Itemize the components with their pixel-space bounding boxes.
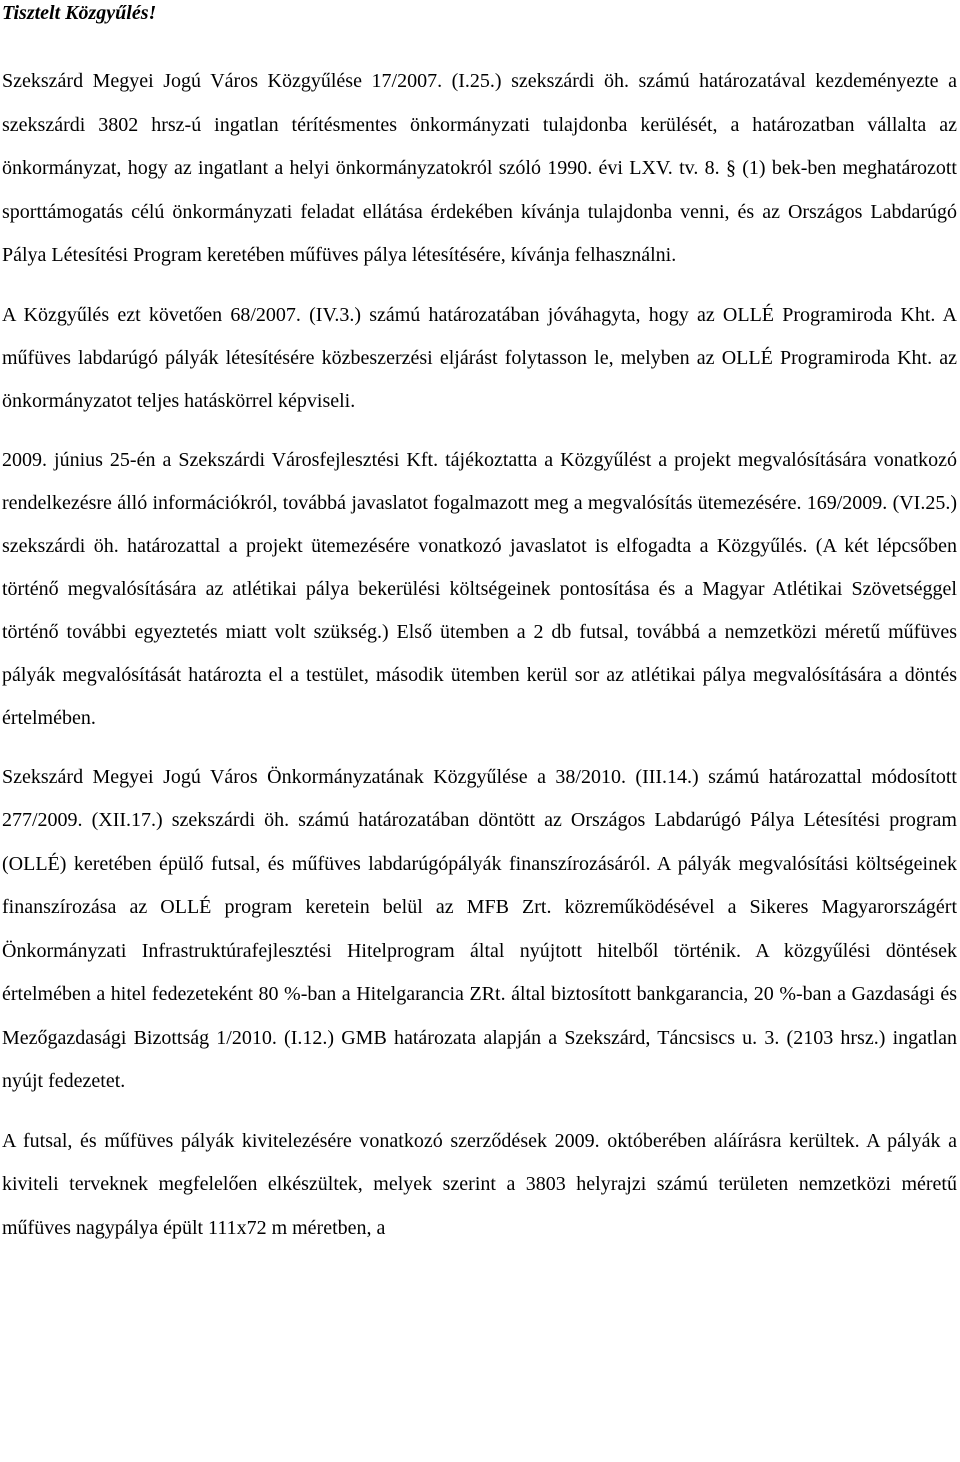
- paragraph-2: A Közgyűlés ezt követően 68/2007. (IV.3.) számú határozatában jóváhagyta, hogy az OLLÉ Programiroda Kht. A műfüves labdarúgó pályák létesítésére közbeszerzési eljárást folytasson le, melyben az OLLÉ Programiroda Kht. az önkormányzatot teljes hatáskörrel képviseli.: [2, 303, 957, 412]
- document-heading: Tisztelt Közgyűlés!: [2, 2, 157, 24]
- paragraph-3: 2009. június 25-én a Szekszárdi Városfejlesztési Kft. tájékoztatta a Közgyűlést a projekt megvalósítására vonatkozó rendelkezésre álló információkról, továbbá javaslatot fogalmazott meg a megvalósítás ütemezésére. 169/2009. (VI.25.) szekszárdi öh. határozattal a projekt ütemezésére vonatkozó javaslatot is elfogadta a Közgyűlés. (A két lépcsőben történő megvalósítására az atlétikai pálya bekerülési költségeinek pontosítása és a Magyar Atlétikai Szövetséggel történő további egyeztetés miatt volt szükség.) Első ütemben a 2 db futsal, továbbá a nemzetközi méretű műfüves pályák megvalósítását határozta el a testület, második ütemben kerül sor az atlétikai pálya megvalósítására a döntés értelmében.: [2, 448, 957, 729]
- paragraph-1: Szekszárd Megyei Jogú Város Közgyűlése 17/2007. (I.25.) szekszárdi öh. számú határozatával kezdeményezte a szekszárdi 3802 hrsz-ú ingatlan térítésmentes önkormányzati tulajdonba kerülését, a határozatban vállalta az önkormányzat, hogy az ingatlant a helyi önkormányzatokról szóló 1990. évi LXV. tv. 8. § (1) bek-ben meghatározott sporttámogatás célú önkormányzati feladat ellátása érdekében kívánja tulajdonba venni, és az Országos Labdarúgó Pálya Létesítési Program keretében műfüves pálya létesítésére, kívánja felhasználni.: [2, 70, 957, 266]
- paragraph-5: A futsal, és műfüves pályák kivitelezésére vonatkozó szerződések 2009. októberében aláírásra kerültek. A pályák a kiviteli terveknek megfelelően elkészültek, melyek szerint a 3803 helyrajzi számú területen nemzetközi méretű műfüves nagypálya épült 111x72 m méretben, a: [2, 1129, 957, 1239]
- paragraph-4: Szekszárd Megyei Jogú Város Önkormányzatának Közgyűlése a 38/2010. (III.14.) számú határozattal módosított 277/2009. (XII.17.) szekszárdi öh. számú határozatában döntött az Országos Labdarúgó Pálya Létesítési program (OLLÉ) keretében épülő futsal, és műfüves labdarúgópályák finanszírozásáról. A pályák megvalósítási költségeinek finanszírozása az OLLÉ program keretein belül az MFB Zrt. közreműködésével a Sikeres Magyarországért Önkormányzati Infrastruktúrafejlesztési Hitelprogram által nyújtott hitelből történik. A közgyűlési döntések értelmében a hitel fedezeteként 80 %-ban a Hitelgarancia ZRt. által biztosított bankgarancia, 20 %-ban a Gazdasági és Mezőgazdasági Bizottság 1/2010. (I.12.) GMB határozata alapján a Szekszárd, Táncsiscs u. 3. (2103 hrsz.) ingatlan nyújt fedezetet.: [2, 765, 957, 1092]
